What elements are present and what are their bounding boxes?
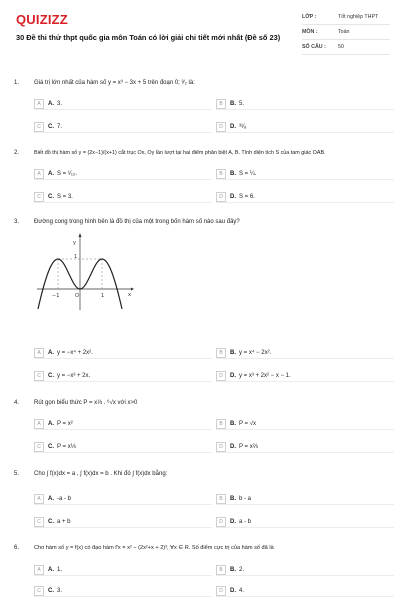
option-box: A (34, 169, 44, 179)
option-text: a + b (57, 518, 71, 525)
answer-option-5b[interactable] (216, 493, 394, 505)
option-letter: A. (48, 495, 54, 502)
question-text: Giá trị lớn nhất của hàm số y = x³ − 3x + 5 trên đoạn 0; ³⁄₂ là: (34, 80, 195, 86)
option-letter: D. (230, 193, 236, 200)
option-text: 4. (239, 587, 245, 594)
y-axis-label: y (73, 240, 76, 246)
answer-option-2d[interactable] (216, 191, 394, 203)
option-text: y = −x³ + 2x. (57, 372, 91, 379)
option-letter: C. (48, 518, 54, 525)
answer-option-3c[interactable] (34, 370, 212, 382)
option-box: A (34, 494, 44, 504)
option-text: -a - b (57, 495, 72, 502)
meta-value: Toán (338, 29, 350, 35)
answer-option-6a[interactable] (34, 564, 212, 576)
option-text: P = x² (57, 420, 73, 427)
answer-option-2c[interactable] (34, 191, 212, 203)
x-axis-arrow (131, 288, 134, 291)
meta-label: SỐ CÂU : (302, 44, 326, 50)
question-number: 2. (14, 150, 20, 156)
option-letter: A. (48, 349, 54, 356)
option-letter: B. (230, 566, 236, 573)
answer-option-1a[interactable] (34, 98, 212, 110)
option-box: A (34, 99, 44, 109)
option-letter: D. (230, 518, 236, 525)
x-tick-label-pos: 1 (101, 293, 105, 299)
x-axis-label: x (128, 292, 131, 298)
option-box: A (34, 419, 44, 429)
origin-label: O (75, 293, 79, 299)
question-number: 3. (14, 219, 20, 225)
meta-value: Tốt nghiệp THPT (338, 14, 379, 20)
y-axis-arrow (79, 233, 82, 237)
answer-option-4b[interactable] (216, 418, 394, 430)
option-box: A (34, 565, 44, 575)
answer-option-5a[interactable] (34, 493, 212, 505)
option-box: D (216, 517, 226, 527)
answer-option-2b[interactable] (216, 168, 394, 180)
option-letter: B. (230, 420, 236, 427)
answer-option-1d[interactable] (216, 121, 394, 133)
option-box: D (216, 371, 226, 381)
meta-row-subject (302, 25, 390, 40)
option-letter: C. (48, 587, 54, 594)
question-number: 4. (14, 400, 20, 406)
option-letter: A. (48, 566, 54, 573)
option-text: b - a (239, 495, 252, 502)
question-1 (14, 80, 390, 86)
question-6 (14, 545, 390, 551)
y-tick-label: 1 (74, 254, 78, 260)
quizizz-logo: QUIZIZZ (16, 12, 68, 27)
meta-row-count (302, 40, 390, 55)
option-text: y = x⁴ − 2x². (239, 349, 272, 356)
question-4 (14, 400, 390, 406)
answer-option-3a[interactable] (34, 347, 212, 359)
answer-option-4c[interactable] (34, 441, 212, 453)
option-letter: C. (48, 123, 54, 130)
option-box: B (216, 99, 226, 109)
option-text: ³¹⁄₈ (239, 123, 247, 130)
page-header (0, 0, 400, 64)
question-text: Rút gọn biểu thức P = x⅓ . ⁶√x với x>0 (34, 400, 138, 406)
question-text: Cho hàm số y = f(x) có đạo hàm f'x = x² − (2x²+x + 2)³, ∀x ∈ R. Số điểm cực trị của hàm số đã là (34, 545, 274, 551)
answer-option-5d[interactable] (216, 516, 394, 528)
answer-option-1b[interactable] (216, 98, 394, 110)
option-box: A (34, 348, 44, 358)
option-letter: D. (230, 443, 236, 450)
page-title: 30 Đề thi thử thpt quốc gia môn Toán có lời giải chi tiết mới nhất (Đề số 23) (16, 33, 281, 42)
meta-label: LỚP : (302, 14, 317, 20)
question-5 (14, 471, 390, 477)
option-box: C (34, 122, 44, 132)
option-text: 2. (239, 566, 245, 573)
option-letter: B. (230, 349, 236, 356)
option-letter: A. (48, 420, 54, 427)
function-graph (34, 232, 134, 312)
option-letter: D. (230, 372, 236, 379)
option-text: P = √x (239, 420, 257, 427)
meta-table (302, 10, 390, 55)
option-text: S = ¹⁄₁₂. (57, 170, 77, 177)
answer-option-6b[interactable] (216, 564, 394, 576)
option-box: B (216, 348, 226, 358)
option-box: C (34, 192, 44, 202)
option-letter: C. (48, 372, 54, 379)
option-text: P = x⅔ (239, 443, 258, 450)
option-letter: A. (48, 100, 54, 107)
question-number: 5. (14, 471, 20, 477)
question-2 (14, 150, 390, 156)
question-number: 1. (14, 80, 20, 86)
question-text: Cho ∫ f(x)dx = a , ∫ f(x)dx = b . Khi đó ∫ f(x)dx bằng: (34, 471, 168, 477)
option-box: B (216, 565, 226, 575)
option-text: 1. (57, 566, 63, 573)
option-box: D (216, 586, 226, 596)
question-number: 6. (14, 545, 20, 551)
option-letter: D. (230, 587, 236, 594)
option-box: B (216, 419, 226, 429)
option-letter: C. (48, 193, 54, 200)
option-box: D (216, 192, 226, 202)
option-text: 3. (57, 587, 63, 594)
answer-option-6c[interactable] (34, 585, 212, 597)
option-box: C (34, 586, 44, 596)
x-tick-label-neg: −1 (52, 293, 60, 299)
answer-option-2a[interactable] (34, 168, 212, 180)
option-box: C (34, 442, 44, 452)
option-box: D (216, 122, 226, 132)
option-box: B (216, 494, 226, 504)
option-letter: A. (48, 170, 54, 177)
option-text: y = x³ + 2x² − x − 1. (239, 372, 291, 379)
meta-value: 50 (338, 44, 344, 50)
question-text: Biết đồ thị hàm số y = (2x−1)/(x+1) cắt trục Ox, Oy lần lượt tại hai điểm phân biệt A, B. Tính diện tích S của tam giác OAB. (34, 150, 326, 156)
question-text: Đường cong trong hình bên là đồ thị của một trong bốn hàm số nào sau đây? (34, 219, 240, 225)
option-text: S = 3. (57, 193, 73, 200)
answer-option-4d[interactable] (216, 441, 394, 453)
answer-option-1c[interactable] (34, 121, 212, 133)
option-text: 3. (57, 100, 63, 107)
option-box: B (216, 169, 226, 179)
option-letter: B. (230, 170, 236, 177)
option-text: S = 6. (239, 193, 255, 200)
option-letter: B. (230, 495, 236, 502)
question-3 (14, 219, 390, 225)
answer-option-3b[interactable] (216, 347, 394, 359)
option-text: a - b (239, 518, 252, 525)
option-text: y = −x⁴ + 2x². (57, 349, 93, 356)
option-box: D (216, 442, 226, 452)
answer-option-3d[interactable] (216, 370, 394, 382)
meta-label: MÔN : (302, 29, 318, 35)
option-letter: C. (48, 443, 54, 450)
meta-row-class (302, 10, 390, 25)
option-box: C (34, 371, 44, 381)
answer-option-6d[interactable] (216, 585, 394, 597)
option-letter: B. (230, 100, 236, 107)
answer-option-5c[interactable] (34, 516, 212, 528)
option-letter: D. (230, 123, 236, 130)
answer-option-4a[interactable] (34, 418, 212, 430)
option-text: S = ¼. (239, 170, 257, 177)
option-text: P = x⅓ (57, 443, 76, 450)
option-text: 5. (239, 100, 245, 107)
option-text: 7. (57, 123, 63, 130)
option-box: C (34, 517, 44, 527)
